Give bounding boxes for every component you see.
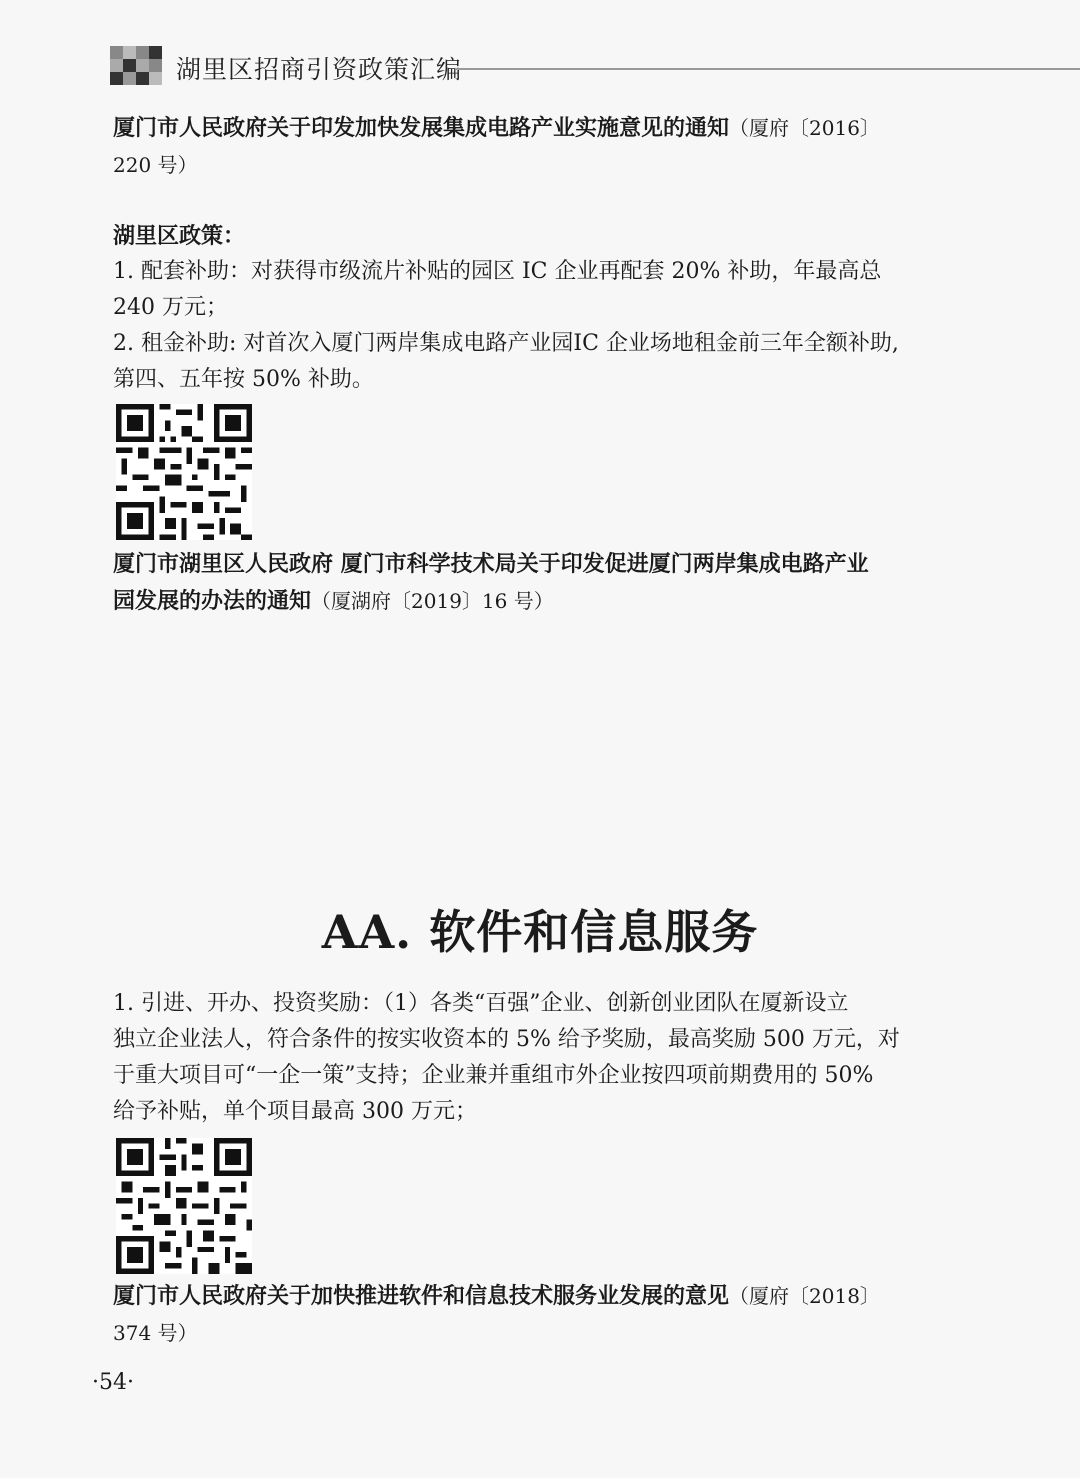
ref3-number-a: （厦府〔2018〕 bbox=[729, 1284, 880, 1308]
qr-code-2-icon[interactable] bbox=[116, 1138, 252, 1274]
software-line1: 1. 引进、开办、投资奖励：（1）各类“百强”企业、创新创业团队在厦新设立 bbox=[113, 991, 849, 1016]
huli-policy bbox=[113, 218, 973, 398]
software-policy bbox=[113, 986, 973, 1130]
ref2-title-line2: 园发展的办法的通知 bbox=[113, 588, 312, 614]
huli-item2-line1: 2. 租金补助: 对首次入厦门两岸集成电路产业园IC 企业场地租金前三年全额补助, bbox=[113, 331, 899, 356]
huli-item2-line2: 第四、五年按 50% 补助。 bbox=[113, 367, 374, 392]
ref1-number-b: 220 号） bbox=[113, 153, 198, 177]
software-line4: 给予补贴，单个项目最高 300 万元； bbox=[113, 1099, 477, 1124]
huli-item1-line2: 240 万元； bbox=[113, 295, 228, 320]
ref2-number: （厦湖府〔2019〕16 号） bbox=[311, 589, 554, 613]
qr-code-1-icon[interactable] bbox=[116, 404, 252, 540]
page-header bbox=[110, 44, 1080, 94]
header-title: 湖里区招商引资政策汇编 bbox=[176, 55, 463, 84]
ref1-title: 厦门市人民政府关于印发加快发展集成电路产业实施意见的通知 bbox=[113, 115, 730, 141]
ref3-number-b: 374 号） bbox=[113, 1321, 198, 1345]
reference-3 bbox=[113, 1278, 973, 1352]
header-rule bbox=[455, 68, 1080, 70]
section-title: AA. 软件和信息服务 bbox=[321, 905, 759, 959]
software-line3: 于重大项目可“一企一策”支持；企业兼并重组市外企业按四项前期费用的 50% bbox=[113, 1063, 874, 1088]
huli-policy-heading: 湖里区政策： bbox=[113, 223, 246, 249]
huli-item1-line1: 1. 配套补助：对获得市级流片补贴的园区 IC 企业再配套 20% 补助，年最高总 bbox=[113, 259, 882, 284]
ref3-title: 厦门市人民政府关于加快推进软件和信息技术服务业发展的意见 bbox=[113, 1283, 730, 1309]
checker-logo-icon bbox=[110, 46, 162, 86]
software-line2: 独立企业法人，符合条件的按实收资本的 5% 给予奖励，最高奖励 500 万元，对 bbox=[113, 1027, 900, 1052]
ref2-title-line1: 厦门市湖里区人民政府 厦门市科学技术局关于印发促进厦门两岸集成电路产业 bbox=[113, 551, 869, 577]
page-number: ·54· bbox=[92, 1370, 134, 1395]
ref1-number-a: （厦府〔2016〕 bbox=[729, 116, 880, 140]
reference-2 bbox=[113, 546, 973, 620]
reference-1 bbox=[113, 110, 973, 184]
